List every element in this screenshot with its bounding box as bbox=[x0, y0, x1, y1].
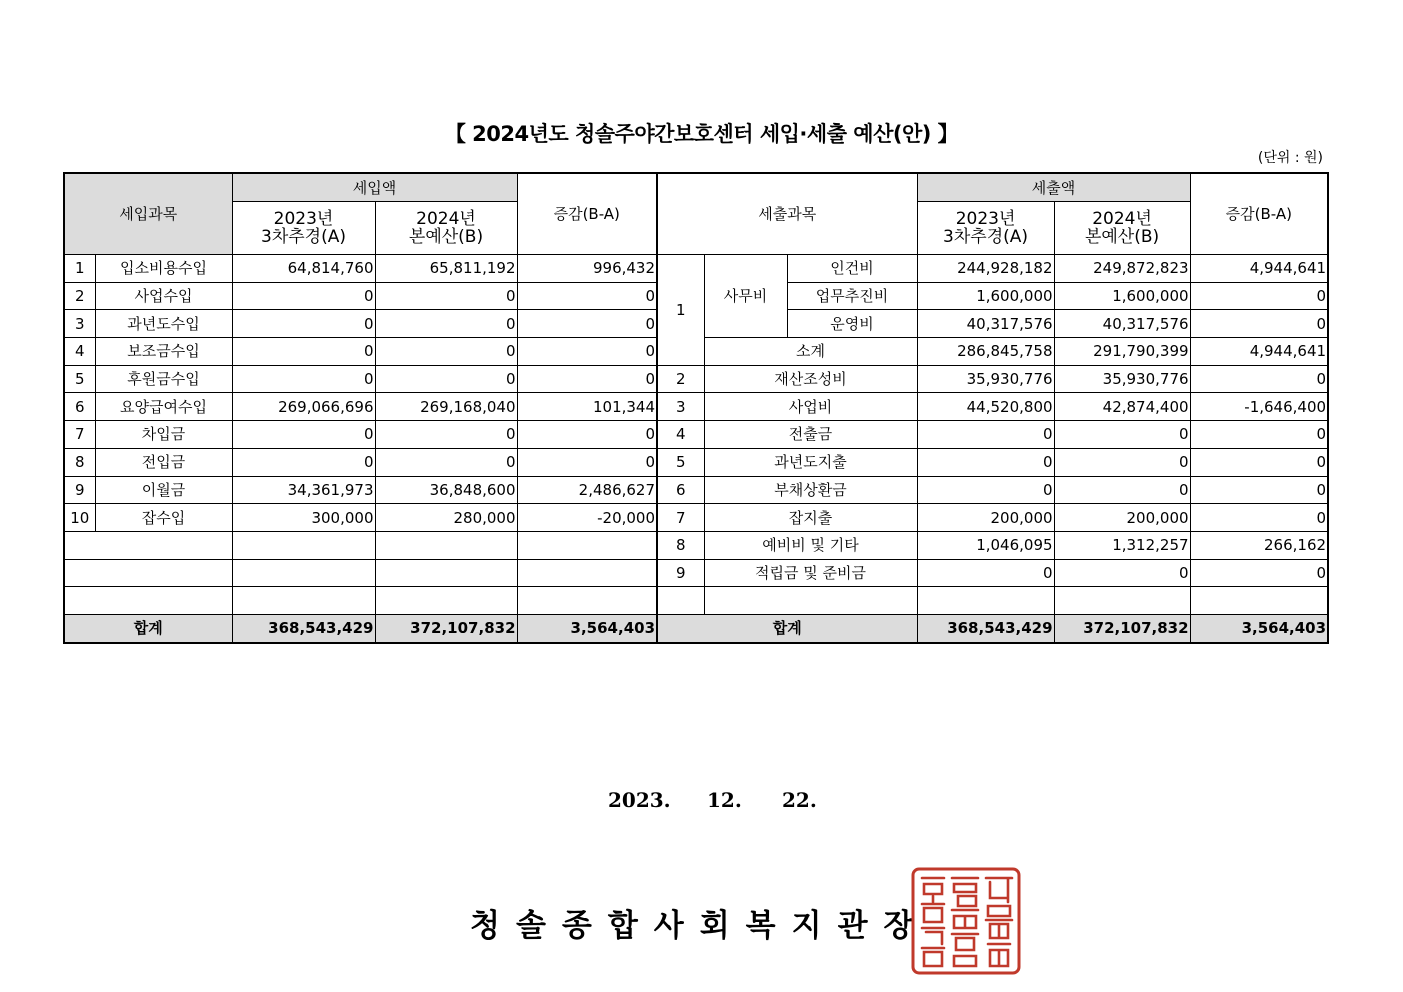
income-name: 과년도수입 bbox=[95, 310, 232, 338]
income-name: 요양급여수입 bbox=[95, 393, 232, 421]
expense-diff-header: 증감(B-A) bbox=[1190, 173, 1328, 255]
income-empty-cell bbox=[375, 559, 517, 587]
income-b: 0 bbox=[375, 448, 517, 476]
income-empty-cell bbox=[64, 559, 232, 587]
date-month: 12. bbox=[707, 788, 742, 812]
empty-cell bbox=[657, 587, 704, 615]
income-diff: 0 bbox=[517, 365, 657, 393]
expense-a: 1,600,000 bbox=[917, 282, 1054, 310]
income-no: 3 bbox=[64, 310, 95, 338]
expense-a: 40,317,576 bbox=[917, 310, 1054, 338]
income-a: 269,066,696 bbox=[232, 393, 375, 421]
expense-no: 8 bbox=[657, 531, 704, 559]
expense-b: 200,000 bbox=[1054, 504, 1190, 532]
income-diff: 0 bbox=[517, 421, 657, 449]
income-empty-cell bbox=[64, 531, 232, 559]
expense-b: 0 bbox=[1054, 559, 1190, 587]
expense-diff: 0 bbox=[1190, 282, 1328, 310]
income-a: 0 bbox=[232, 310, 375, 338]
income-empty-cell bbox=[375, 531, 517, 559]
expense-no: 6 bbox=[657, 476, 704, 504]
income-empty-cell bbox=[232, 531, 375, 559]
header-row-1 bbox=[64, 173, 1328, 202]
expense-a: 1,046,095 bbox=[917, 531, 1054, 559]
income-b: 0 bbox=[375, 310, 517, 338]
expense-no: 2 bbox=[657, 365, 704, 393]
income-total-a: 368,543,429 bbox=[232, 614, 375, 642]
income-b: 0 bbox=[375, 282, 517, 310]
expense-item-name: 운영비 bbox=[787, 310, 917, 338]
table-row bbox=[64, 421, 1328, 449]
income-a: 0 bbox=[232, 421, 375, 449]
expense-name: 잡지출 bbox=[704, 504, 917, 532]
expense-b: 249,872,823 bbox=[1054, 255, 1190, 283]
table-row bbox=[64, 393, 1328, 421]
expense-no: 5 bbox=[657, 448, 704, 476]
income-col-b-header: 2024년 본예산(B) bbox=[375, 202, 517, 255]
table-row bbox=[64, 365, 1328, 393]
income-b: 36,848,600 bbox=[375, 476, 517, 504]
income-no: 8 bbox=[64, 448, 95, 476]
empty-cell bbox=[1054, 587, 1190, 615]
empty-cell bbox=[64, 587, 232, 615]
expense-b: 0 bbox=[1054, 448, 1190, 476]
income-name: 잡수입 bbox=[95, 504, 232, 532]
income-name: 전입금 bbox=[95, 448, 232, 476]
expense-a: 200,000 bbox=[917, 504, 1054, 532]
expense-b: 40,317,576 bbox=[1054, 310, 1190, 338]
expense-item-name: 업무추진비 bbox=[787, 282, 917, 310]
income-a: 0 bbox=[232, 338, 375, 366]
expense-b: 35,930,776 bbox=[1054, 365, 1190, 393]
expense-subtotal-b: 291,790,399 bbox=[1054, 338, 1190, 366]
expense-b: 1,600,000 bbox=[1054, 282, 1190, 310]
income-no: 5 bbox=[64, 365, 95, 393]
income-name: 입소비용수입 bbox=[95, 255, 232, 283]
expense-a: 0 bbox=[917, 421, 1054, 449]
expense-no: 3 bbox=[657, 393, 704, 421]
income-empty-cell bbox=[517, 531, 657, 559]
income-diff: 0 bbox=[517, 310, 657, 338]
expense-no: 4 bbox=[657, 421, 704, 449]
income-a: 300,000 bbox=[232, 504, 375, 532]
empty-cell bbox=[1190, 587, 1328, 615]
income-diff: 0 bbox=[517, 448, 657, 476]
income-no: 4 bbox=[64, 338, 95, 366]
expense-no: 9 bbox=[657, 559, 704, 587]
expense-a: 35,930,776 bbox=[917, 365, 1054, 393]
empty-cell bbox=[375, 587, 517, 615]
expense-amount-header: 세출액 bbox=[917, 173, 1190, 202]
income-b: 0 bbox=[375, 338, 517, 366]
income-b: 65,811,192 bbox=[375, 255, 517, 283]
expense-b: 42,874,400 bbox=[1054, 393, 1190, 421]
income-no: 9 bbox=[64, 476, 95, 504]
income-a: 0 bbox=[232, 365, 375, 393]
expense-b: 1,312,257 bbox=[1054, 531, 1190, 559]
expense-diff: 0 bbox=[1190, 559, 1328, 587]
income-a: 0 bbox=[232, 282, 375, 310]
expense-a: 244,928,182 bbox=[917, 255, 1054, 283]
income-empty-cell bbox=[232, 559, 375, 587]
income-b: 269,168,040 bbox=[375, 393, 517, 421]
expense-name: 사업비 bbox=[704, 393, 917, 421]
expense-diff: 0 bbox=[1190, 504, 1328, 532]
table-row bbox=[64, 448, 1328, 476]
empty-cell bbox=[517, 587, 657, 615]
table-row bbox=[64, 255, 1328, 283]
income-a: 34,361,973 bbox=[232, 476, 375, 504]
income-name: 이월금 bbox=[95, 476, 232, 504]
income-amount-header: 세입액 bbox=[232, 173, 517, 202]
expense-diff: 4,944,641 bbox=[1190, 255, 1328, 283]
expense-total-label: 합계 bbox=[657, 614, 917, 642]
income-diff: 996,432 bbox=[517, 255, 657, 283]
table-row bbox=[64, 476, 1328, 504]
date-day: 22. bbox=[782, 788, 817, 812]
income-no: 1 bbox=[64, 255, 95, 283]
expense-category: 사무비 bbox=[704, 255, 787, 338]
income-empty-cell bbox=[517, 559, 657, 587]
income-subject-header: 세입과목 bbox=[64, 173, 232, 255]
income-no: 10 bbox=[64, 504, 95, 532]
empty-cell bbox=[232, 587, 375, 615]
income-no: 7 bbox=[64, 421, 95, 449]
table-row bbox=[64, 587, 1328, 615]
expense-diff: 266,162 bbox=[1190, 531, 1328, 559]
expense-a: 0 bbox=[917, 559, 1054, 587]
expense-diff: 0 bbox=[1190, 476, 1328, 504]
expense-subject-header: 세출과목 bbox=[657, 173, 917, 255]
income-col-a-header: 2023년 3차추경(A) bbox=[232, 202, 375, 255]
income-total-diff: 3,564,403 bbox=[517, 614, 657, 642]
income-no: 2 bbox=[64, 282, 95, 310]
expense-diff: 0 bbox=[1190, 365, 1328, 393]
expense-col-a-header: 2023년 3차추경(A) bbox=[917, 202, 1054, 255]
expense-item-name: 인건비 bbox=[787, 255, 917, 283]
expense-b: 0 bbox=[1054, 476, 1190, 504]
expense-total-b: 372,107,832 bbox=[1054, 614, 1190, 642]
income-diff: 0 bbox=[517, 282, 657, 310]
expense-a: 0 bbox=[917, 476, 1054, 504]
table-row bbox=[64, 559, 1328, 587]
income-diff-header: 증감(B-A) bbox=[517, 173, 657, 255]
expense-subtotal-a: 286,845,758 bbox=[917, 338, 1054, 366]
income-name: 보조금수입 bbox=[95, 338, 232, 366]
expense-total-a: 368,543,429 bbox=[917, 614, 1054, 642]
totals-row bbox=[64, 614, 1328, 642]
expense-name: 적립금 및 준비금 bbox=[704, 559, 917, 587]
expense-diff: -1,646,400 bbox=[1190, 393, 1328, 421]
income-a: 0 bbox=[232, 448, 375, 476]
income-total-b: 372,107,832 bbox=[375, 614, 517, 642]
expense-subtotal-diff: 4,944,641 bbox=[1190, 338, 1328, 366]
date-year: 2023. bbox=[608, 788, 671, 812]
expense-total-diff: 3,564,403 bbox=[1190, 614, 1328, 642]
income-name: 차입금 bbox=[95, 421, 232, 449]
income-b: 280,000 bbox=[375, 504, 517, 532]
expense-diff: 0 bbox=[1190, 448, 1328, 476]
official-seal-icon bbox=[910, 866, 1022, 976]
expense-name: 전출금 bbox=[704, 421, 917, 449]
income-name: 후원금수입 bbox=[95, 365, 232, 393]
expense-diff: 0 bbox=[1190, 310, 1328, 338]
document-title: 【 2024년도 청솔주야간보호센터 세입·세출 예산(안) 】 bbox=[444, 122, 959, 146]
expense-b: 0 bbox=[1054, 421, 1190, 449]
income-total-label: 합계 bbox=[64, 614, 232, 642]
income-b: 0 bbox=[375, 421, 517, 449]
unit-label: (단위 : 원) bbox=[1257, 150, 1323, 166]
expense-name: 과년도지출 bbox=[704, 448, 917, 476]
income-diff: 2,486,627 bbox=[517, 476, 657, 504]
income-diff: 101,344 bbox=[517, 393, 657, 421]
expense-a: 0 bbox=[917, 448, 1054, 476]
expense-name: 재산조성비 bbox=[704, 365, 917, 393]
income-diff: -20,000 bbox=[517, 504, 657, 532]
budget-table bbox=[63, 172, 1329, 644]
income-diff: 0 bbox=[517, 338, 657, 366]
expense-a: 44,520,800 bbox=[917, 393, 1054, 421]
expense-name: 부채상환금 bbox=[704, 476, 917, 504]
expense-no: 1 bbox=[657, 255, 704, 366]
table-row bbox=[64, 531, 1328, 559]
expense-no: 7 bbox=[657, 504, 704, 532]
income-name: 사업수입 bbox=[95, 282, 232, 310]
expense-subtotal-label: 소계 bbox=[704, 338, 917, 366]
empty-cell bbox=[917, 587, 1054, 615]
income-no: 6 bbox=[64, 393, 95, 421]
empty-cell bbox=[704, 587, 917, 615]
organization-signature: 청솔종합사회복지관장 bbox=[470, 908, 930, 944]
expense-col-b-header: 2024년 본예산(B) bbox=[1054, 202, 1190, 255]
expense-name: 예비비 및 기타 bbox=[704, 531, 917, 559]
income-a: 64,814,760 bbox=[232, 255, 375, 283]
income-b: 0 bbox=[375, 365, 517, 393]
table-row bbox=[64, 504, 1328, 532]
expense-diff: 0 bbox=[1190, 421, 1328, 449]
